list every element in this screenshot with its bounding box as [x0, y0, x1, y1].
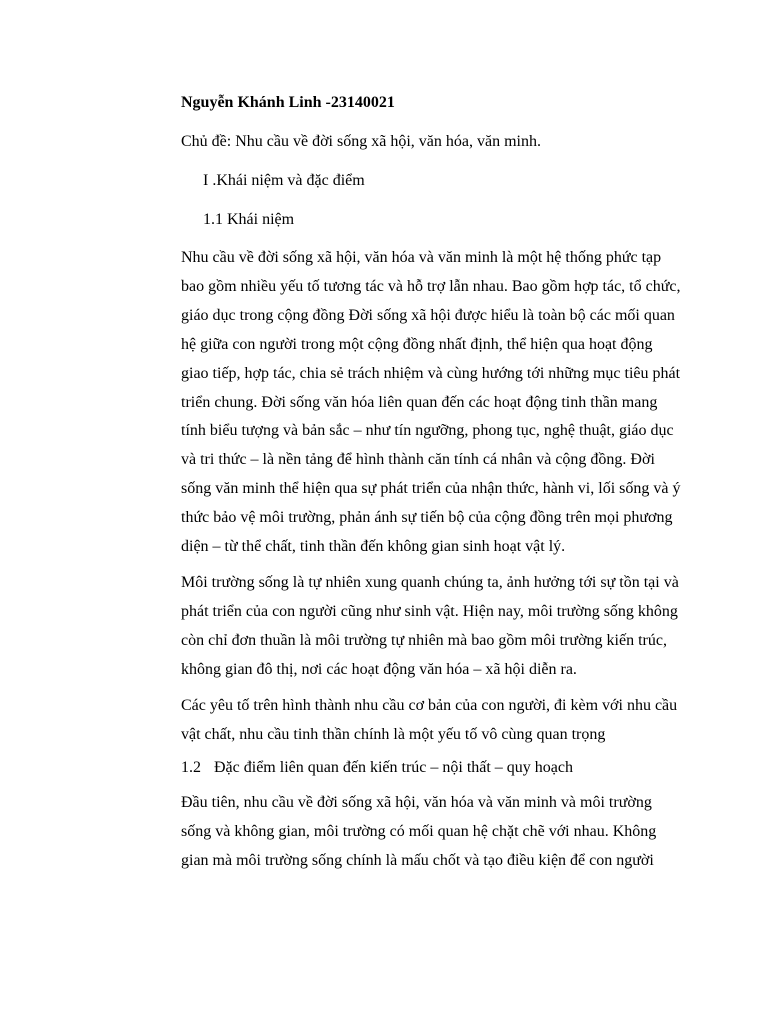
section-heading: I .Khái niệm và đặc điểm [203, 172, 365, 189]
paragraph-first: Đầu tiên, nhu cầu về đời sống xã hội, văn hóa và văn minh và môi trường sống và không gian, môi trường có mối quan hệ chặt chẽ với nhau. Không gian mà môi trường sống chính là mấu chốt và tạo điều kiện để con người [181, 794, 657, 870]
paragraph-environment: Môi trường sống là tự nhiên xung quanh chúng ta, ảnh hưởng tới sự tồn tại và phát triển của con người cũng như sinh vật. Hiện nay, môi trường sống không còn chỉ đơn thuần là môi trường tự nhiên mà bao gồm môi trường kiến trúc, không gian đô thị, nơi các hoạt động văn hóa – xã hội diễn ra. [181, 573, 679, 678]
subsection-number: 1.2 [181, 759, 201, 777]
author-line: Nguyễn Khánh Linh -23140021 [181, 94, 395, 111]
document-page [181, 93, 681, 876]
paragraph-concept: Nhu cầu về đời sống xã hội, văn hóa và văn minh là một hệ thống phức tạp bao gồm nhiều yếu tố tương tác và hỗ trợ lẫn nhau. Bao gồm hợp tác, tổ chức, giáo dục trong cộng đồng Đời sống xã hội được hiểu là toàn bộ các mối quan hệ giữa con người trong một cộng đồng nhất định, thể hiện qua hoạt động giao tiếp, hợp tác, chia sẻ trách nhiệm và cùng hướng tới những mục tiêu phát triển chung. Đời sống văn hóa liên quan đến các hoạt động tinh thần mang tính biểu tượng và bản sắc – như tín ngưỡng, phong tục, nghệ thuật, giáo dục và tri thức – là nền tảng để hình thành căn tính cá nhân và cộng đồng. Đời sống văn minh thể hiện qua sự phát triển của nhận thức, hành vi, lối sống và ý thức bảo vệ môi trường, phản ánh sự tiến bộ của cộng đồng trên mọi phương diện – từ thể chất, tinh thần đến không gian sinh hoạt vật lý. [181, 249, 681, 556]
subsection-heading-concept: 1.1 Khái niệm [203, 211, 295, 228]
topic-line: Chủ đề: Nhu cầu về đời sống xã hội, văn hóa, văn minh. [181, 133, 541, 150]
paragraph-needs: Các yêu tố trên hình thành nhu cầu cơ bản của con người, đi kèm với nhu cầu vật chất, nhu cầu tinh thần chính là một yếu tố vô cùng quan trọng [181, 696, 678, 743]
subsection-title: Đặc điểm liên quan đến kiến trúc – nội thất – quy hoạch [214, 759, 574, 777]
subsection-heading-characteristics [181, 758, 681, 778]
